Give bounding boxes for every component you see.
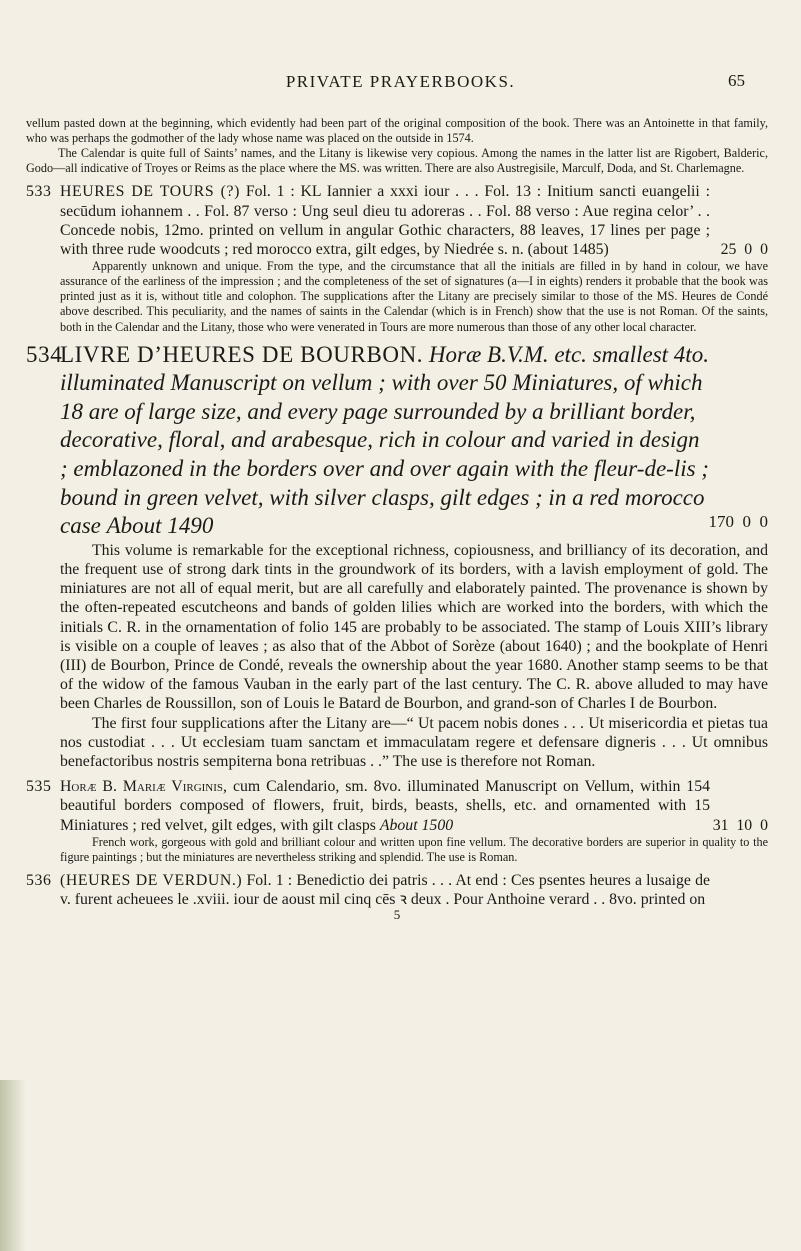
- entry-note: French work, gorgeous with gold and brilliant colour and written upon fine vellum. The decorative borders are superior in quality to the figure paintings ; but the miniatures are nevertheless striking and splendid. The use is Roman.: [60, 834, 768, 864]
- entry-price: 31 10 0: [712, 816, 768, 834]
- entry-heading: (HEURES DE VERDUN.): [60, 872, 243, 890]
- entry-number: 534: [26, 341, 63, 367]
- intro-paragraph-2: The Calendar is quite full of Saints’ names, and the Litany is likewise very copious. Among the names in the latter list are Rigobert, Balderic, Godo—all indicative of Troyes or Reims as the place where the MS. was written. There are also Austregisile, Marculf, Doda, and St. Charlemagne.: [26, 146, 768, 176]
- page-number: 65: [728, 71, 745, 90]
- running-head: PRIVATE PRAYERBOOKS.: [285, 72, 516, 91]
- entry-536: [26, 871, 768, 909]
- entry-533: [26, 182, 768, 259]
- entry-price: 25 0 0: [720, 240, 768, 258]
- entry-heading: Horæ B. Mariæ Virginis,: [60, 778, 227, 796]
- entry-description: cum Calendario, sm. 8vo. illuminated Manuscript on Vellum, within 154 beautiful borders composed of flowers, fruit, birds, beasts, shells, etc. and ornamented with 15 Miniatures ; red velvet, gilt edges, with gilt clasps: [60, 778, 710, 834]
- page-content: [26, 116, 768, 923]
- entry-paragraph-1: This volume is remarkable for the exceptional richness, copiousness, and brilliancy of its decoration, and the frequent use of strong dark tints in the groundwork of its borders, with a lavish employment of gold. The miniatures are not all of equal merit, but are all carefully and elaborately painted. The provenance is shown by the often-repeated escutcheons and bands of golden lilies which are worked into the borders, with which the initials C. R. in the ornamentation of folio 145 are probably to be associated. The stamp of Louis XIII’s library is visible on a couple of leaves ; as also that of the Abbot of Sorèze (about 1640) ; and the bookplate of Henri (III) de Bourbon, Prince de Condé, reveals the ownership about the year 1680. Another stamp seems to be that of the widow of the famous Vauban in the early part of the last century. The C. R. above alluded to may have been Charles de Roussillon, son of Louis le Batard de Bourbon, and grand-son of Charles I de Bourbon.: [60, 541, 768, 713]
- intro-paragraph-1: vellum pasted down at the beginning, which evidently had been part of the original composition of the book. There was an Antoinette in that family, who was perhaps the godmother of the lady whose name was placed on the outside in 1574.: [26, 116, 768, 146]
- entry-description: Fol. 1 : KL Iannier a xxxi iour . . . Fol. 13 : Initium sancti euangelii : secūdum iohannem . . Fol. 87 verso : Ung seul dieu tu adoreras . . Fol. 88 verso : Aue regina celor’ . . Concede nobis, 12mo. printed on vellum in angular Gothic characters, 88 leaves, 17 lines per page ; with three rude woodcuts ; red morocco extra, gilt edges, by Niedrée: [60, 183, 710, 258]
- entry-number: 533: [26, 183, 52, 201]
- entry-description: Horæ B.V.M. etc. smallest 4to. illuminated Manuscript on vellum ; with over 50 Miniatures, of which 18 are of large size, and every page surrounded by a brilliant border, decorative, floral, and arabesque, rich in colour and varied in design ; emblazoned in the borders over and over again with the fleur-de-lis ; bound in green velvet, with silver clasps, gilt edges ; in a red morocco case: [60, 341, 709, 539]
- entry-date: s. n. (about 1485): [497, 240, 609, 258]
- entry-date: About 1500: [379, 816, 454, 834]
- entry-534: [26, 341, 768, 541]
- entry-number: 536: [26, 872, 52, 890]
- page-edge-shadow: [0, 1080, 26, 1251]
- entry-note: Apparently unknown and unique. From the type, and the circumstance that all the initials are filled in by hand in colour, we have assurance of the earliness of the impression ; and the completeness of the set of signatures (a—I in eights) renders it probable that the book was printed just as it is, without title and colophon. The supplications after the Litany are precisely similar to those of the MS. Heures de Condé above described. This peculiarity, and the names of saints in the Calendar (which is in French) show that the use is not Roman. Of the saints, both in the Calendar and the Litany, those who were venerated in Tours are more numerous than those of any other local character.: [60, 259, 768, 334]
- entry-price: 170 0 0: [708, 512, 768, 532]
- signature-mark: 5: [393, 907, 401, 923]
- entry-paragraph-2: The first four supplications after the Litany are—“ Ut pacem nobis dones . . . Ut misericordia et pietas tua nos custodiat . . . Ut ecclesiam tuam sanctam et immaculatam regere et defensare digneris . . . Ut omnibus benefactoribus nostris sempiterna bona retribuas . .” The use is therefore not Roman.: [60, 714, 768, 771]
- entry-535: [26, 777, 768, 835]
- entry-heading: HEURES DE TOURS (?): [60, 183, 241, 201]
- entry-heading: LIVRE D’HEURES DE BOURBON.: [60, 341, 424, 367]
- entry-number: 535: [26, 778, 52, 796]
- entry-date: About 1490: [106, 513, 214, 539]
- entry-description: Fol. 1 : Benedictio dei patris . . . At end : Ces psentes heures a lusaige de v. furent acheuees le .xviii. iour de aoust mil cinq cēs ꝛ deux . Pour Anthoine verard . . 8vo. printed on: [60, 872, 711, 909]
